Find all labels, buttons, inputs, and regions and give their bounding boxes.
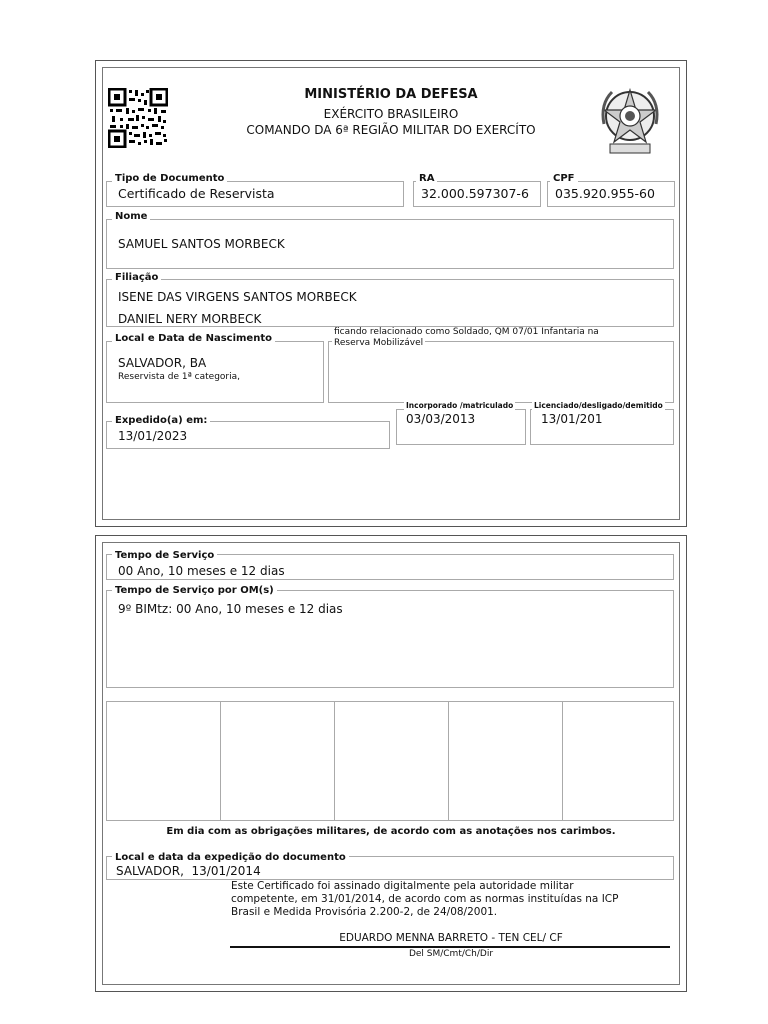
mother-name-value: ISENE DAS VIRGENS SANTOS MORBECK [118,290,357,304]
reservist-category-value: Reservista de 1ª categoria, [118,372,240,382]
issuance-place-label: Local e data da expedição do documento [112,852,349,864]
relation-note-line-2: Reserva Mobilizável [334,338,424,348]
incorporated-value: 03/03/2013 [406,412,476,426]
discharged-value: 13/01/201 [541,412,603,426]
filiation-label: Filiação [112,272,161,284]
ministry-title: MINISTÉRIO DA DEFESA [304,87,478,102]
cpf-value: 035.920.955-60 [555,186,655,201]
issuance-place-value: SALVADOR, 13/01/2014 [116,864,261,878]
signature-note-line-3: Brasil e Medida Provisória 2.200-2, de 24/08/2001. [231,906,498,918]
document-type-label: Tipo de Documento [112,173,227,185]
service-time-om-label: Tempo de Serviço por OM(s) [112,585,277,597]
signatory-name: EDUARDO MENNA BARRETO - TEN CEL/ CF [339,932,563,944]
service-time-value: 00 Ano, 10 meses e 12 dias [118,564,285,578]
signature-note-line-2: competente, em 31/01/2014, de acordo com as normas instituídas na ICP [231,893,619,905]
issued-label: Expedido(a) em: [112,415,210,427]
stamp-cell-2 [220,701,335,821]
name-label: Nome [112,211,150,223]
document-type-value: Certificado de Reservista [118,186,275,201]
stamps-note: Em dia com as obrigações militares, de acordo com as anotações nos carimbos. [166,826,616,837]
birth-place-value: SALVADOR, BA [118,356,207,370]
command-title: COMANDO DA 6ª REGIÃO MILITAR DO EXERCÍTO [246,123,536,137]
certificate-front-card [95,60,687,527]
stamp-cell-5 [562,701,674,821]
issued-value: 13/01/2023 [118,429,188,443]
coat-of-arms-seal [596,84,664,156]
birth-label: Local e Data de Nascimento [112,333,275,345]
service-time-om-value: 9º BIMtz: 00 Ano, 10 meses e 12 dias [118,602,343,616]
signature-line [230,946,670,948]
service-time-label: Tempo de Serviço [112,550,217,562]
relation-note-field [328,341,674,403]
discharged-label: Licenciado/desligado/demitido [534,401,663,410]
incorporated-label: Incorporado /matriculado [406,401,514,410]
name-value: SAMUEL SANTOS MORBECK [118,237,285,251]
ra-label: RA [416,173,437,185]
certificate-back-card [95,535,687,992]
ra-value: 32.000.597307-6 [421,186,529,201]
stamp-cell-1 [106,701,221,821]
signature-note-line-1: Este Certificado foi assinado digitalmente pela autoridade militar [231,880,574,892]
cpf-label: CPF [550,173,578,185]
father-name-value: DANIEL NERY MORBECK [118,312,262,326]
army-title: EXÉRCITO BRASILEIRO [323,107,459,121]
relation-note-line-1: ficando relacionado como Soldado, QM 07/01 Infantaria na [334,327,599,337]
stamp-cell-4 [448,701,563,821]
signatory-role: Del SM/Cmt/Ch/Dir [408,949,494,959]
stamp-cell-3 [334,701,449,821]
